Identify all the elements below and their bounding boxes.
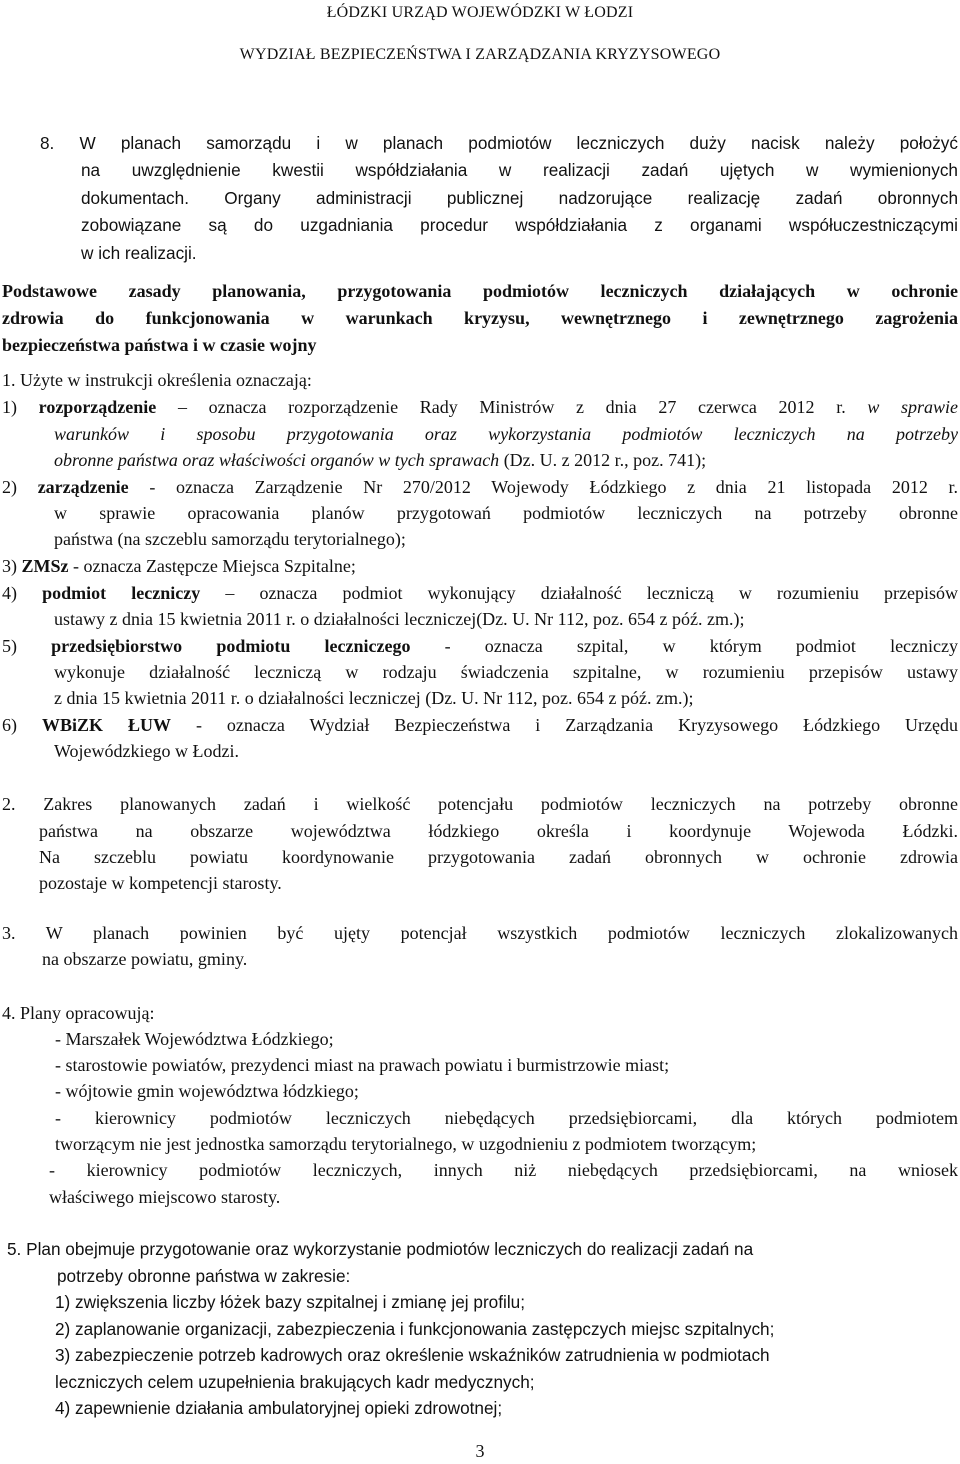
text-line: 8. W planach samorządu i w planach podmiotów leczniczych duży nacisk należy położyć: [40, 133, 958, 153]
defined-term: rozporządzenie: [38, 397, 157, 417]
item-number: 6): [2, 715, 17, 735]
text-line: 1. Użyte w instrukcji określenia oznaczają:: [2, 370, 312, 390]
text-line: w ich realizacji.: [81, 243, 197, 263]
definition-item: [2, 476, 958, 498]
text-line: wykonuje działalność leczniczą w rodzaju świadczenia szpitalne, w rozumieniu przepisów ustawy: [54, 662, 958, 682]
text-line: Na szczeblu powiatu koordynowanie przygotowania zadań obronnych w ochronie zdrowia: [39, 847, 958, 867]
item-number: 2): [2, 477, 17, 497]
defined-term: podmiot leczniczy: [42, 583, 201, 603]
text-line: Wojewódzkiego w Łodzi.: [54, 741, 240, 761]
page-number: 3: [475, 1441, 485, 1461]
text-line: 5. Plan obejmuje przygotowanie oraz wykorzystanie podmiotów leczniczych do realizacji zadań na: [7, 1239, 754, 1259]
definition-item: [2, 582, 958, 604]
text-span: - oznacza Zastępcze Miejsca Szpitalne;: [68, 556, 356, 576]
defined-term: przedsiębiorstwo podmiotu leczniczego: [51, 636, 411, 656]
text-line: 3. W planach powinien być ujęty potencjał wszystkich podmiotów leczniczych zlokalizowanych: [2, 923, 958, 943]
item-number: 4): [2, 583, 17, 603]
text-span: - oznacza szpital, w którym podmiot leczniczy: [410, 636, 959, 656]
section-heading: bezpieczeństwa państwa i w czasie wojny: [2, 335, 317, 355]
text-line: tworzącym nie jest jednostka samorządu terytorialnego, w uzgodnieniu z podmiotem tworzącym;: [55, 1134, 757, 1154]
list-item: - kierownicy podmiotów leczniczych, innych niż niebędących przedsiębiorcami, na wniosek: [49, 1160, 958, 1180]
definition-item: [2, 396, 958, 418]
defined-term: ZMSz: [21, 556, 69, 576]
text-line: na obszarze powiatu, gminy.: [42, 949, 248, 969]
definition-item: [2, 635, 958, 657]
text-span: (Dz. U. z 2012 r., poz. 741);: [499, 450, 707, 470]
text-line: [54, 423, 958, 445]
list-item: - kierownicy podmiotów leczniczych niebędących przedsiębiorcami, dla których podmiotem: [55, 1108, 958, 1128]
text-span: - oznacza Zarządzenie Nr 270/2012 Wojewody Łódzkiego z dnia 21 listopada 2012 r.: [128, 477, 959, 497]
section-heading: zdrowia do funkcjonowania w warunkach kryzysu, wewnętrznego i zewnętrznego zagrożenia: [2, 308, 958, 328]
text-line: ustawy z dnia 15 kwietnia 2011 r. o działalności leczniczej(Dz. U. Nr 112, poz. 654 z póź. zm.);: [54, 609, 745, 629]
defined-term: WBiZK ŁUW: [41, 715, 171, 735]
definition-item: [2, 714, 958, 736]
text-line: właściwego miejscowo starosty.: [49, 1187, 281, 1207]
list-item: 2) zaplanowanie organizacji, zabezpieczenia i funkcjonowania zastępczych miejsc szpitalnych;: [55, 1319, 775, 1339]
text-line: [54, 449, 706, 471]
text-line: leczniczych celem uzupełnienia brakujących kadr medycznych;: [55, 1372, 535, 1392]
text-span: – oznacza rozporządzenie Rady Ministrów z dnia 27 czerwca 2012 r.: [156, 397, 868, 417]
text-span: – oznacza podmiot wykonujący działalność leczniczą w rozumieniu przepisów: [200, 583, 958, 603]
text-line: państwa na obszarze województwa łódzkiego określa i koordynuje Wojewoda Łódzki.: [39, 821, 958, 841]
list-item: - Marszałek Województwa Łódzkiego;: [55, 1029, 334, 1049]
definition-item: [2, 555, 356, 577]
italic-span: w sprawie: [867, 397, 959, 417]
italic-span: warunków i sposobu przygotowania oraz wykorzystania podmiotów leczniczych na potrzeby: [54, 424, 958, 444]
list-item: - starostowie powiatów, prezydenci miast na prawach powiatu i burmistrzowie miast;: [55, 1055, 670, 1075]
text-line: państwa (na szczeblu samorządu terytorialnego);: [54, 529, 406, 549]
text-line: 4. Plany opracowują:: [2, 1003, 155, 1023]
section-heading: Podstawowe zasady planowania, przygotowania podmiotów leczniczych działających w ochronie: [2, 281, 958, 301]
italic-span: obronne państwa oraz właściwości organów w tych sprawach: [54, 450, 500, 470]
text-line: na uwzględnienie kwestii współdziałania w realizacji zadań ujętych w wymienionych: [81, 160, 958, 180]
text-line: dokumentach. Organy administracji publicznej nadzorujące realizację zadań obronnych: [81, 188, 958, 208]
text-line: zobowiązane są do uzgadniania procedur współdziałania z organami współuczestniczącymi: [81, 215, 958, 235]
text-line: w sprawie opracowania planów przygotowań podmiotów leczniczych na potrzeby obronne: [54, 503, 958, 523]
text-line: potrzeby obronne państwa w zakresie:: [57, 1266, 351, 1286]
text-line: z dnia 15 kwietnia 2011 r. o działalności leczniczej (Dz. U. Nr 112, poz. 654 z póź. zm.);: [54, 688, 694, 708]
text-line: pozostaje w kompetencji starosty.: [39, 873, 282, 893]
list-item: 1) zwiększenia liczby łóżek bazy szpitalnej i zmianę jej profilu;: [55, 1292, 525, 1312]
defined-term: zarządzenie: [37, 477, 129, 497]
item-number: 3): [2, 556, 17, 576]
item-number: 5): [2, 636, 17, 656]
header-line-1: ŁÓDZKI URZĄD WOJEWÓDZKI W ŁODZI: [326, 4, 634, 21]
item-number: 1): [2, 397, 17, 417]
header-line-2: WYDZIAŁ BEZPIECZEŃSTWA I ZARZĄDZANIA KRYZYSOWEGO: [239, 46, 721, 63]
list-item: - wójtowie gmin województwa łódzkiego;: [55, 1081, 359, 1101]
text-span: - oznacza Wydział Bezpieczeństwa i Zarządzania Kryzysowego Łódzkiego Urzędu: [170, 715, 959, 735]
text-line: 2. Zakres planowanych zadań i wielkość potencjału podmiotów leczniczych na potrzeby obronne: [2, 794, 958, 814]
list-item: 4) zapewnienie działania ambulatoryjnej opieki zdrowotnej;: [55, 1398, 503, 1418]
list-item: 3) zabezpieczenie potrzeb kadrowych oraz określenie wskaźników zatrudnienia w podmiotach: [55, 1345, 770, 1365]
